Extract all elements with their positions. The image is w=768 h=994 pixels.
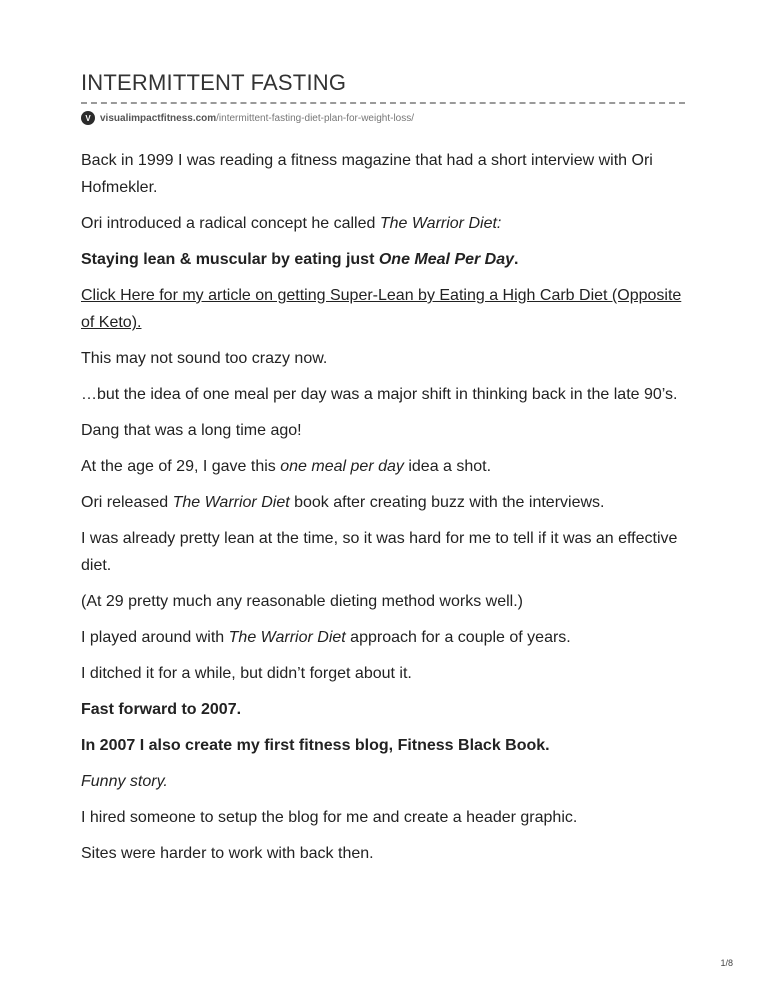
- source-domain: visualimpactfitness.com: [100, 112, 217, 124]
- text: Ori introduced a radical concept he called: [81, 215, 380, 232]
- bold-text: Fast forward to 2007.: [81, 701, 242, 718]
- text: I played around with: [81, 629, 229, 646]
- paragraph: [81, 624, 691, 651]
- paragraph: Sites were harder to work with back then.: [81, 845, 374, 862]
- text: book after creating buzz with the interviews.: [289, 494, 605, 511]
- paragraph: [81, 696, 691, 723]
- paragraph: (At 29 pretty much any reasonable dieting method works well.): [81, 593, 523, 610]
- source-path: /intermittent-fasting-diet-plan-for-weight-loss/: [216, 112, 415, 124]
- text: At the age of 29, I gave this: [81, 458, 281, 475]
- emphasis: The Warrior Diet: [228, 629, 346, 646]
- emphasis: The Warrior Diet: [172, 494, 290, 511]
- paragraph: I was already pretty lean at the time, so it was hard for me to tell if it was an effective diet.: [81, 530, 678, 574]
- paragraph: [81, 282, 691, 336]
- emphasis: The Warrior Diet:: [379, 215, 502, 232]
- paragraph: This may not sound too crazy now.: [81, 350, 328, 367]
- text: approach for a couple of years.: [345, 629, 571, 646]
- dashed-divider: [81, 102, 685, 104]
- paragraph: [81, 732, 691, 759]
- text: idea a shot.: [403, 458, 492, 475]
- article-link[interactable]: Click Here for my article on getting Super-Lean by Eating a High Carb Diet (Opposite of Keto).: [81, 287, 682, 331]
- bold-text: [81, 251, 518, 268]
- paragraph: [81, 210, 691, 237]
- text: .: [514, 251, 519, 268]
- paragraph: …but the idea of one meal per day was a major shift in thinking back in the late 90’s.: [81, 386, 678, 403]
- paragraph: [81, 489, 691, 516]
- article-body: [81, 147, 691, 876]
- paragraph: I hired someone to setup the blog for me and create a header graphic.: [81, 809, 578, 826]
- emphasis: Funny story.: [81, 773, 168, 790]
- paragraph: [81, 768, 691, 795]
- paragraph: Dang that was a long time ago!: [81, 422, 302, 439]
- paragraph: [81, 246, 691, 273]
- bold-text: In 2007 I also create my first fitness blog, Fitness Black Book.: [81, 737, 550, 754]
- source-url[interactable]: [81, 110, 414, 126]
- text: Staying lean & muscular by eating just: [81, 251, 379, 268]
- paragraph: Back in 1999 I was reading a fitness magazine that had a short interview with Ori Hofmekler.: [81, 152, 653, 196]
- site-logo-icon: V: [81, 111, 95, 125]
- page-title: INTERMITTENT FASTING: [81, 70, 347, 95]
- paragraph: I ditched it for a while, but didn’t forget about it.: [81, 665, 412, 682]
- page-number: 1/8: [720, 958, 733, 968]
- emphasis: one meal per day: [280, 458, 404, 475]
- paragraph: [81, 453, 691, 480]
- emphasis: One Meal Per Day: [378, 251, 515, 268]
- text: Ori released: [81, 494, 173, 511]
